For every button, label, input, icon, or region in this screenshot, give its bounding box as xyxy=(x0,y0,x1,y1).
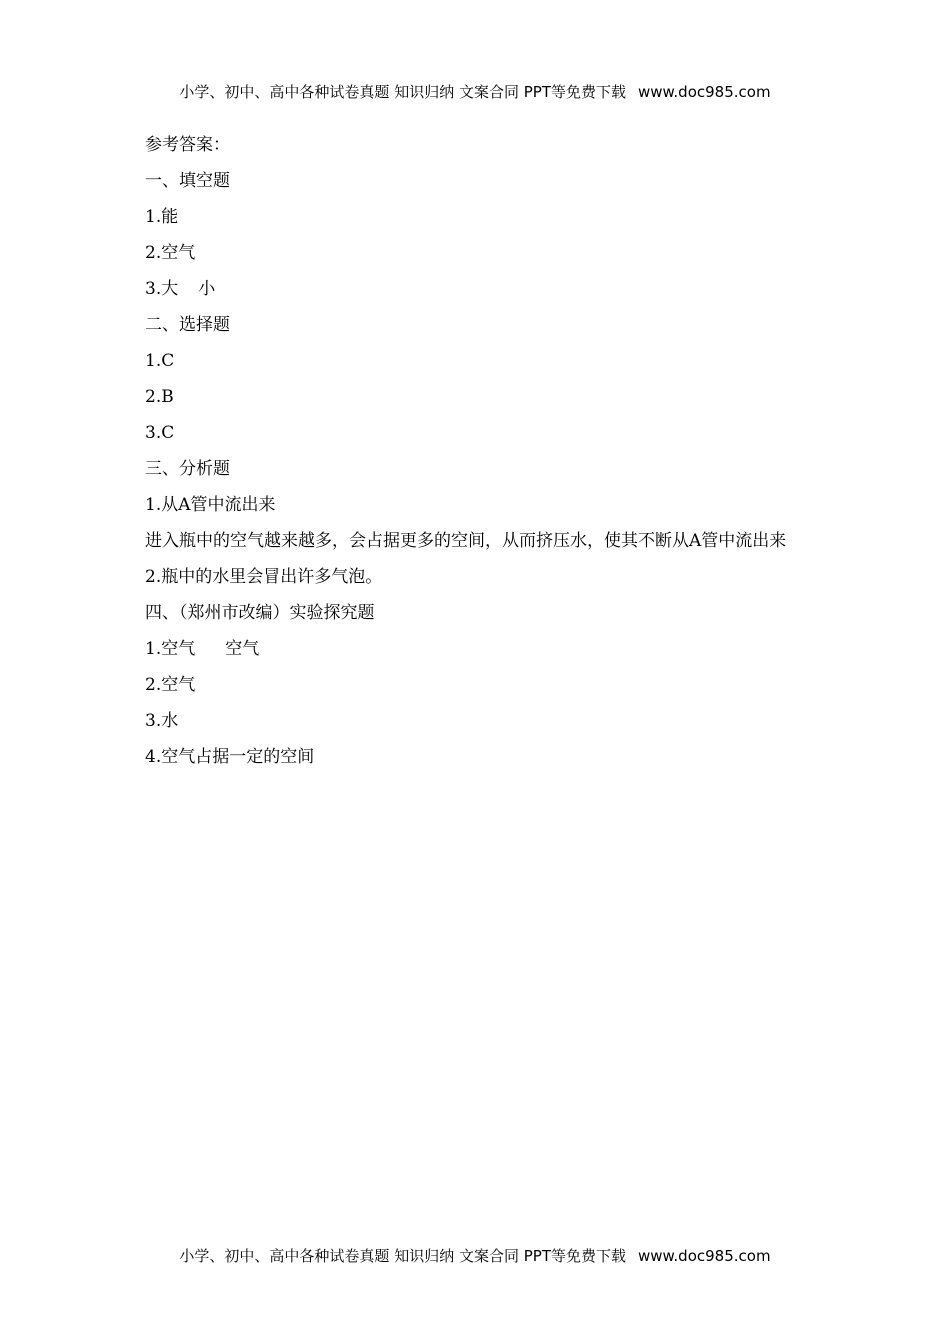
header-url[interactable]: www.doc985.com xyxy=(637,83,771,101)
section-2-heading: 二、选择题 xyxy=(145,315,230,335)
section-2-answer-2: 2.B xyxy=(145,387,174,407)
section-1-answer-3-right: 小 xyxy=(198,279,216,299)
section-2-answer-3: 3.C xyxy=(145,423,175,443)
section-4-heading: 四、（郑州市改编）实验探究题 xyxy=(145,603,375,623)
footer-url[interactable]: www.doc985.com xyxy=(637,1247,771,1265)
section-1-answer-1: 1.能 xyxy=(145,207,179,227)
header-text: 小学、初中、高中各种试卷真题 知识归纳 文案合同 PPT等免费下载 xyxy=(179,83,626,101)
answer-title: 参考答案： xyxy=(145,135,230,155)
page-footer xyxy=(0,1246,950,1266)
section-1-answer-2: 2.空气 xyxy=(145,243,196,263)
section-2-answer-1: 1.C xyxy=(145,351,175,371)
section-3-answer-2: 2.瓶中的水里会冒出许多气泡。 xyxy=(145,567,383,587)
page-header xyxy=(0,82,950,102)
section-4-answer-2: 2.空气 xyxy=(145,675,196,695)
section-1-heading: 一、填空题 xyxy=(145,171,230,191)
section-3-answer-1-explanation: 进入瓶中的空气越来越多，会占据更多的空间，从而挤压水，使其不断从A管中流出来 xyxy=(145,531,787,551)
footer-text: 小学、初中、高中各种试卷真题 知识归纳 文案合同 PPT等免费下载 xyxy=(179,1247,626,1265)
document-body xyxy=(145,127,810,775)
section-1-answer-3 xyxy=(145,271,810,307)
section-4-answer-1-right: 空气 xyxy=(225,639,260,659)
section-1-answer-3-left: 3.大 xyxy=(145,279,179,299)
section-3-heading: 三、分析题 xyxy=(145,459,230,479)
section-4-answer-1 xyxy=(145,631,810,667)
section-4-answer-3: 3.水 xyxy=(145,711,179,731)
section-3-answer-1: 1.从A管中流出来 xyxy=(145,495,276,515)
section-4-answer-1-left: 1.空气 xyxy=(145,639,196,659)
section-4-answer-4: 4.空气占据一定的空间 xyxy=(145,747,315,767)
